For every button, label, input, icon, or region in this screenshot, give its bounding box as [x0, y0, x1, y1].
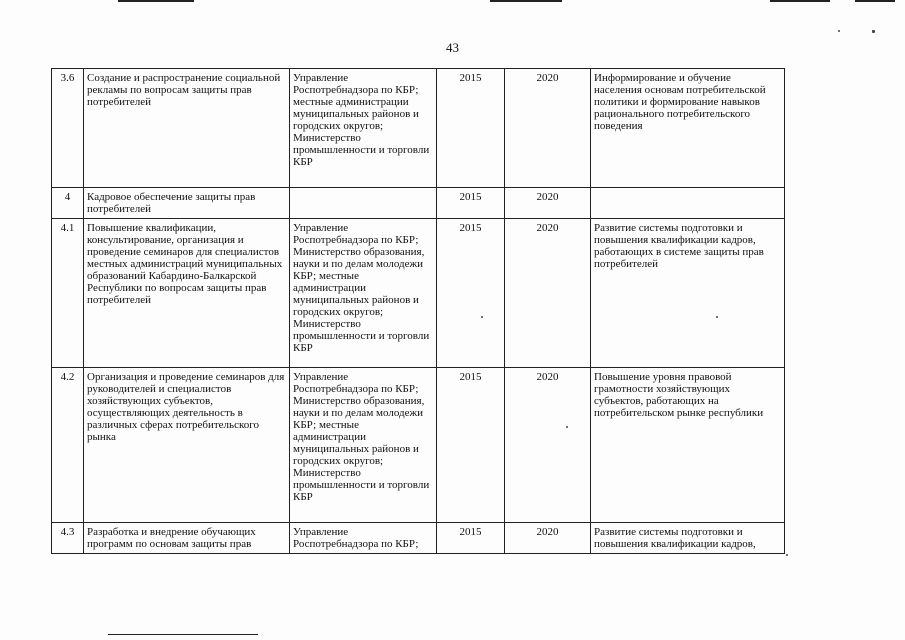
- executors: Управление Роспотребнадзора по КБР; местные администрации муниципальных районов и городских округов; Министерство промышленности и торговли КБР: [290, 69, 437, 188]
- end-year: 2020: [505, 219, 591, 368]
- executors: Управление Роспотребнадзора по КБР; Министерство образования, науки и по делам молодежи КБР; местные администрации муниципальных районов и городских округов; Министерство промышленности и торговли КБР: [290, 219, 437, 368]
- table-row: [52, 219, 785, 368]
- start-year: 2015: [437, 523, 505, 554]
- row-number: 4: [52, 188, 84, 219]
- scan-artifact-line: [770, 0, 830, 2]
- table-row: [52, 523, 785, 554]
- measure-name: Кадровое обеспечение защиты прав потребителей: [84, 188, 290, 219]
- end-year: 2020: [505, 69, 591, 188]
- measure-name: Разработка и внедрение обучающих программ по основам защиты прав: [84, 523, 290, 554]
- table-row: [52, 368, 785, 523]
- row-number: 4.2: [52, 368, 84, 523]
- expected-result: Информирование и обучение населения основам потребительской политики и формирование навыков рационального потребительского поведения: [591, 69, 785, 188]
- scan-artifact-line: [118, 0, 194, 2]
- row-number: 4.3: [52, 523, 84, 554]
- expected-result: Развитие системы подготовки и повышения квалификации кадров, работающих в системе защиты прав потребителей: [591, 219, 785, 368]
- table-row: [52, 188, 785, 219]
- measures-table: [51, 68, 785, 554]
- executors: [290, 188, 437, 219]
- end-year: 2020: [505, 523, 591, 554]
- scan-speck: [872, 30, 875, 33]
- expected-result: Развитие системы подготовки и повышения квалификации кадров,: [591, 523, 785, 554]
- start-year: 2015: [437, 219, 505, 368]
- scan-artifact-line: [855, 0, 895, 2]
- end-year: 2020: [505, 188, 591, 219]
- expected-result: Повышение уровня правовой грамотности хозяйствующих субъектов, работающих на потребительском рынке республики: [591, 368, 785, 523]
- row-number: 4.1: [52, 219, 84, 368]
- row-number: 3.6: [52, 69, 84, 188]
- end-year: 2020: [505, 368, 591, 523]
- table-row: [52, 69, 785, 188]
- measure-name: Организация и проведение семинаров для руководителей и специалистов хозяйствующих субъектов, осуществляющих деятельность в различных сферах потребительского рынка: [84, 368, 290, 523]
- measure-name: Создание и распространение социальной рекламы по вопросам защиты прав потребителей: [84, 69, 290, 188]
- executors: Управление Роспотребнадзора по КБР; Министерство образования, науки и по делам молодежи КБР; местные администрации муниципальных районов и городских округов; Министерство промышленности и торговли КБР: [290, 368, 437, 523]
- scan-artifact-line: [490, 0, 562, 2]
- start-year: 2015: [437, 368, 505, 523]
- scan-speck: [786, 554, 788, 556]
- start-year: 2015: [437, 188, 505, 219]
- page-number: 43: [446, 40, 459, 55]
- executors: Управление Роспотребнадзора по КБР;: [290, 523, 437, 554]
- measure-name: Повышение квалификации, консультирование, организация и проведение семинаров для специалистов местных администраций муниципальных образований Кабардино-Балкарской Республики по вопросам защиты прав потребителей: [84, 219, 290, 368]
- expected-result: [591, 188, 785, 219]
- footnote-separator: [108, 634, 258, 635]
- start-year: 2015: [437, 69, 505, 188]
- scan-speck: [838, 30, 840, 32]
